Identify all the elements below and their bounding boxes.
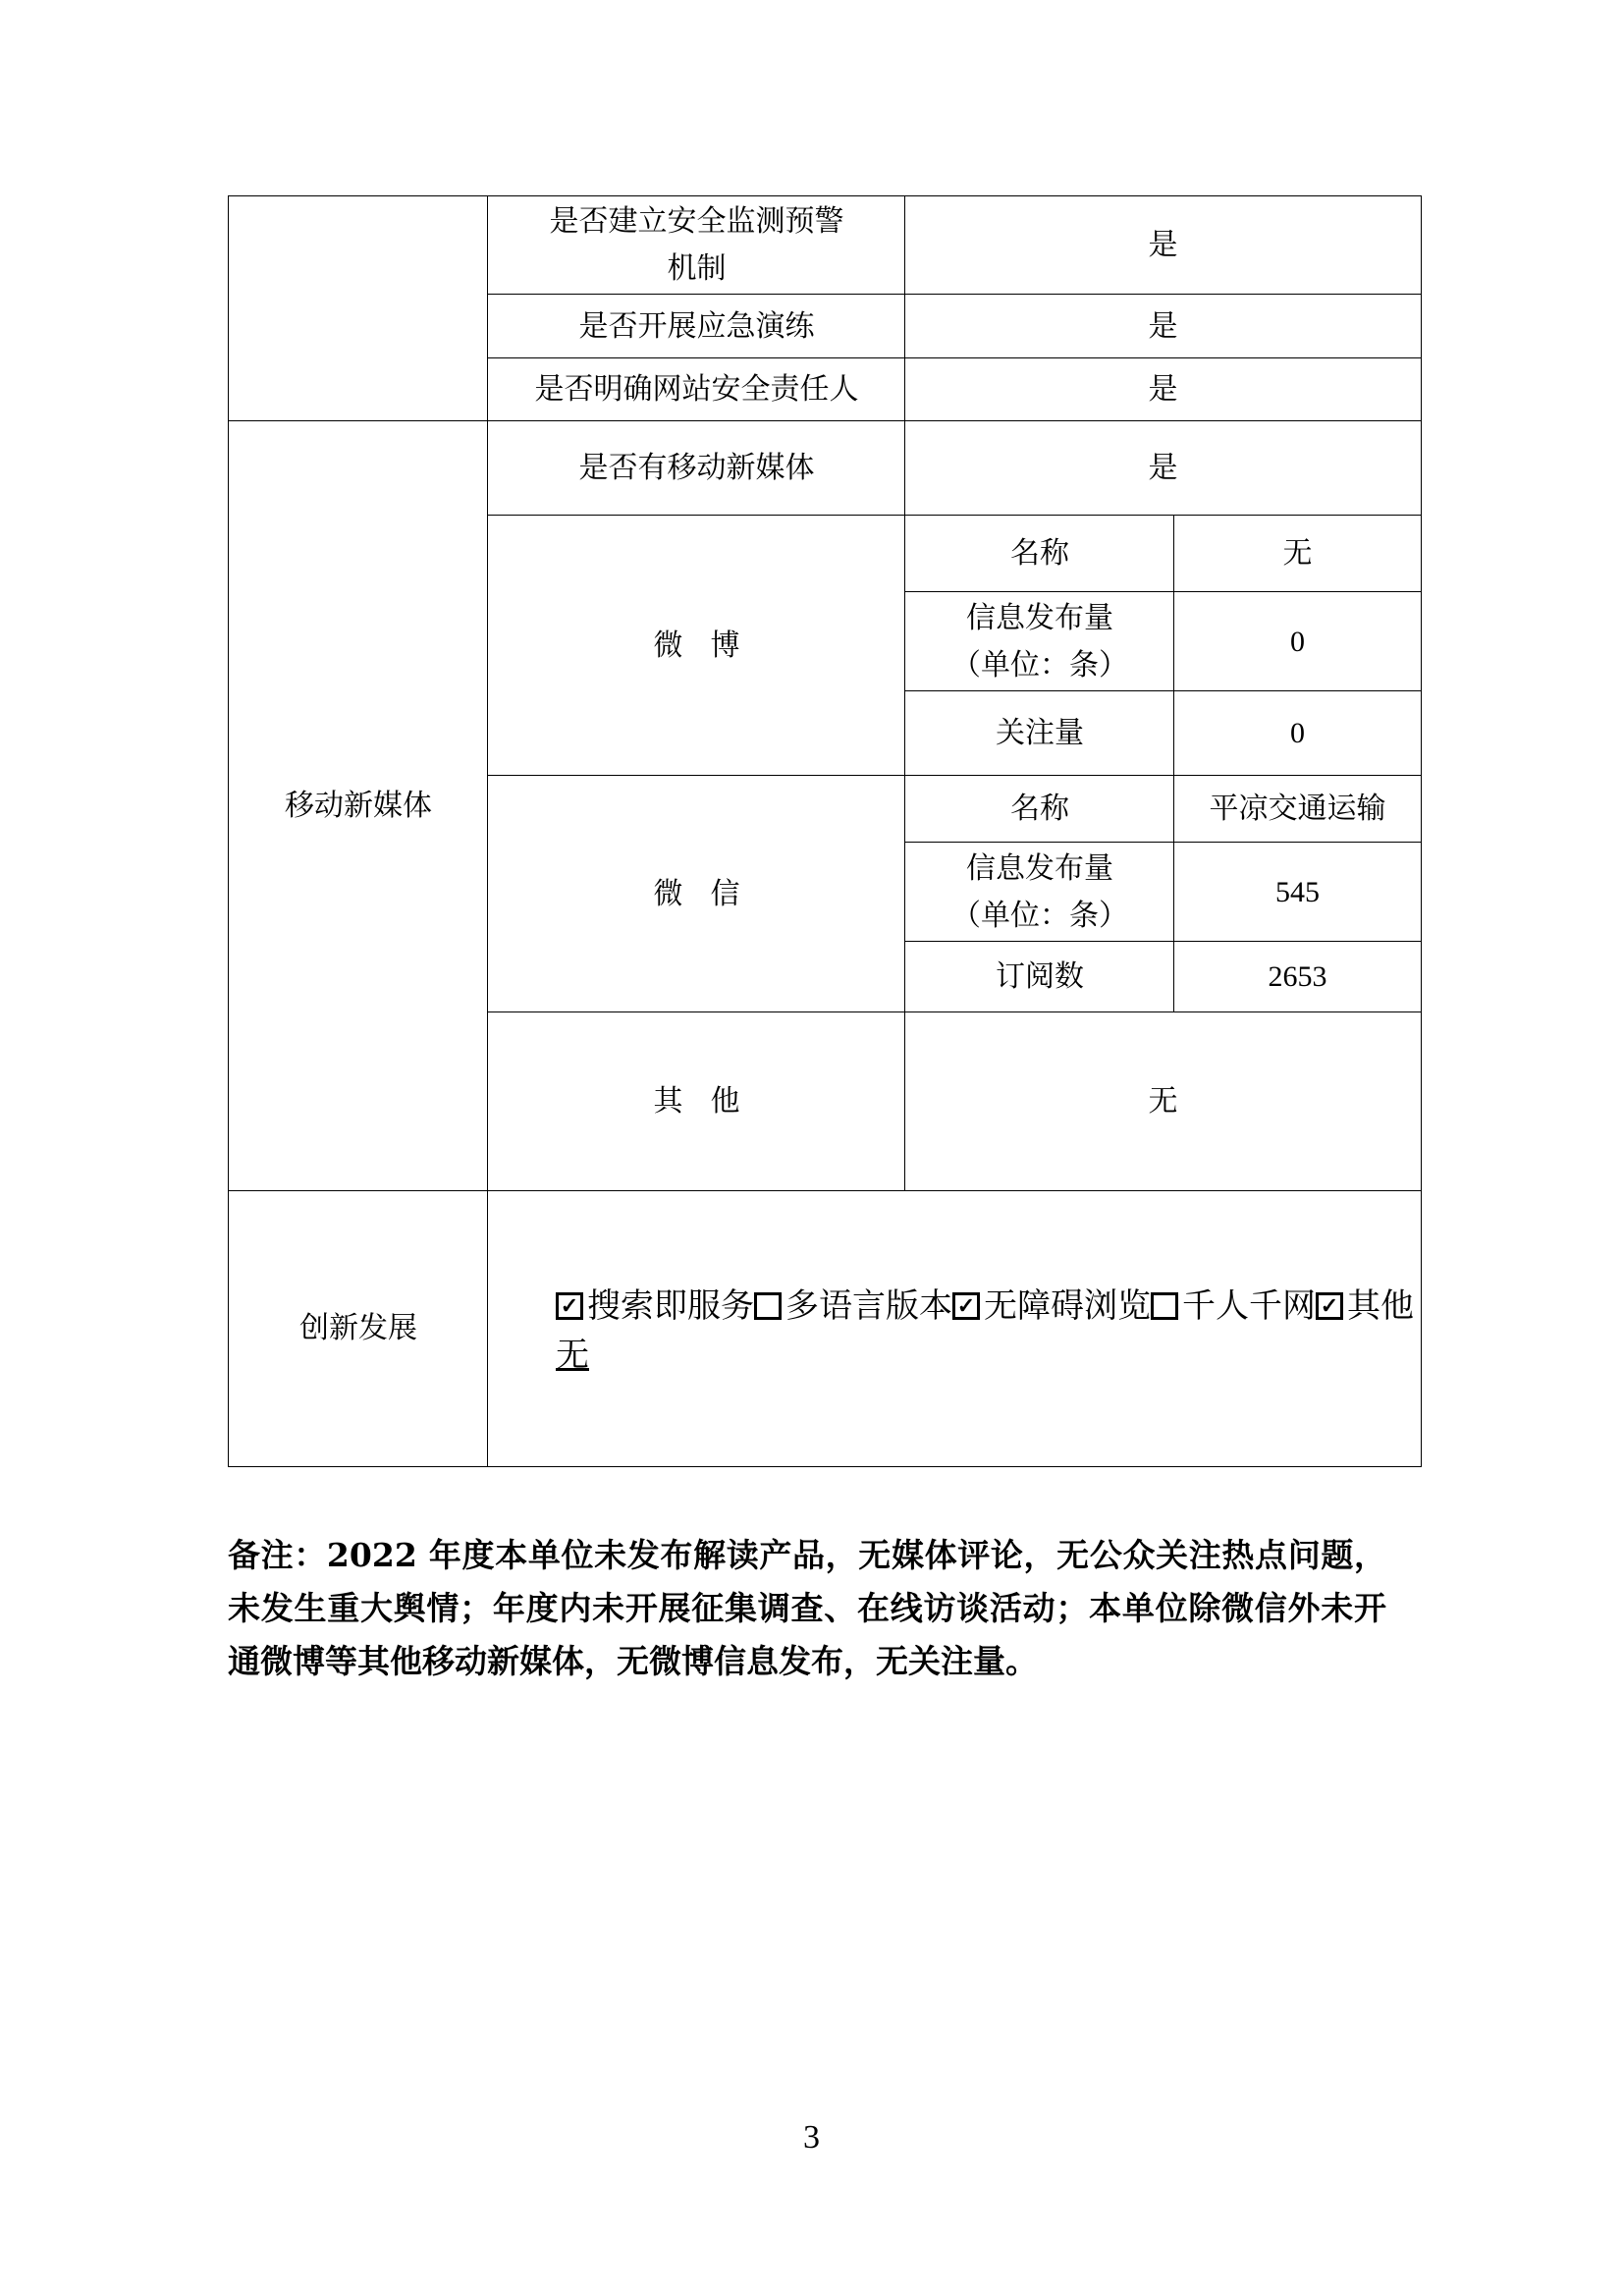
monitoring-answer: 是 xyxy=(1148,228,1178,262)
wechat-posts-value-cell xyxy=(1173,842,1422,943)
owner-question-cell xyxy=(487,357,906,422)
has-mobile-answer-cell xyxy=(904,420,1422,517)
option-personalization: 千人千网 xyxy=(1182,1286,1316,1326)
drill-question-cell xyxy=(487,294,906,359)
weibo-label: 微博 xyxy=(653,628,768,663)
weibo-label-cell xyxy=(487,515,906,777)
weibo-followers-value-cell xyxy=(1173,690,1422,777)
wechat-name-value-cell xyxy=(1173,775,1422,844)
wechat-name-value: 平凉交通运输 xyxy=(1209,792,1386,826)
monitoring-answer-cell xyxy=(904,195,1422,296)
wechat-posts-label-line2: （单位：条） xyxy=(951,898,1128,933)
has-mobile-question: 是否有移动新媒体 xyxy=(578,451,815,485)
wechat-subs-label-cell xyxy=(904,941,1175,1013)
weibo-posts-value-cell xyxy=(1173,591,1422,692)
owner-answer: 是 xyxy=(1148,372,1178,407)
weibo-name-value: 无 xyxy=(1282,536,1313,571)
other-media-value-cell xyxy=(904,1011,1422,1192)
has-mobile-question-cell xyxy=(487,420,906,517)
checkbox-accessibility[interactable]: ✓ xyxy=(952,1292,980,1320)
other-media-label-cell xyxy=(487,1011,906,1192)
other-media-value: 无 xyxy=(1148,1084,1178,1119)
checkbox-search-service[interactable]: ✓ xyxy=(556,1292,583,1320)
mobile-section-label-cell xyxy=(228,420,489,1192)
weibo-posts-label-line2: （单位：条） xyxy=(951,647,1128,683)
option-accessibility: 无障碍浏览 xyxy=(984,1286,1151,1326)
drill-answer-cell xyxy=(904,294,1422,359)
weibo-name-label-cell xyxy=(904,515,1175,593)
weibo-name-value-cell xyxy=(1173,515,1422,593)
option-search-service: 搜索即服务 xyxy=(587,1286,754,1326)
page-number: 3 xyxy=(803,2119,820,2156)
wechat-name-label: 名称 xyxy=(1010,792,1069,826)
innovation-label-cell xyxy=(228,1190,489,1467)
monitoring-question-line1: 是否建立安全监测预警 xyxy=(549,204,844,239)
monitoring-question-line2: 机制 xyxy=(667,251,727,286)
weibo-posts-value: 0 xyxy=(1290,625,1305,658)
checkbox-multilanguage[interactable] xyxy=(754,1292,782,1320)
checkbox-personalization[interactable] xyxy=(1151,1292,1178,1320)
option-multilanguage: 多语言版本 xyxy=(785,1286,952,1326)
owner-answer-cell xyxy=(904,357,1422,422)
wechat-subs-label: 订阅数 xyxy=(996,959,1084,994)
mobile-section-label: 移动新媒体 xyxy=(285,789,432,823)
weibo-followers-label-cell xyxy=(904,690,1175,777)
weibo-followers-value: 0 xyxy=(1290,717,1305,749)
option-other: 其他 xyxy=(1347,1286,1414,1326)
owner-question: 是否明确网站安全责任人 xyxy=(534,372,859,407)
weibo-posts-label-line1: 信息发布量 xyxy=(966,600,1113,635)
remarks-note: 备注：2022 年度本单位未发布解读产品，无媒体评论，无公众关注热点问题，未发生重大舆情；年度内未开展征集调查、在线访谈活动；本单位除微信外未开通微博等其他移动新媒体，无微博信息发布，无关注量。 xyxy=(228,1536,1386,1680)
checkbox-other[interactable]: ✓ xyxy=(1316,1292,1343,1320)
other-media-label: 其他 xyxy=(653,1084,768,1119)
wechat-posts-label-line1: 信息发布量 xyxy=(966,850,1113,886)
innovation-options-line xyxy=(556,1282,1420,1331)
monitoring-question-cell xyxy=(487,195,906,296)
innovation-options xyxy=(556,1282,1420,1380)
weibo-name-label: 名称 xyxy=(1010,536,1069,571)
wechat-posts-value: 545 xyxy=(1275,875,1320,908)
wechat-label-cell xyxy=(487,775,906,1013)
wechat-subs-value: 2653 xyxy=(1268,960,1327,993)
drill-answer: 是 xyxy=(1148,308,1178,344)
innovation-other-text: 无 xyxy=(556,1336,589,1375)
weibo-followers-label: 关注量 xyxy=(996,716,1084,750)
innovation-label: 创新发展 xyxy=(299,1311,417,1345)
wechat-label: 微信 xyxy=(653,876,768,911)
weibo-posts-label-cell xyxy=(904,591,1175,692)
wechat-subs-value-cell xyxy=(1173,941,1422,1013)
wechat-name-label-cell xyxy=(904,775,1175,844)
has-mobile-answer: 是 xyxy=(1148,451,1178,485)
security-group-cell xyxy=(228,195,489,422)
drill-question: 是否开展应急演练 xyxy=(578,308,815,344)
wechat-posts-label-cell xyxy=(904,842,1175,943)
